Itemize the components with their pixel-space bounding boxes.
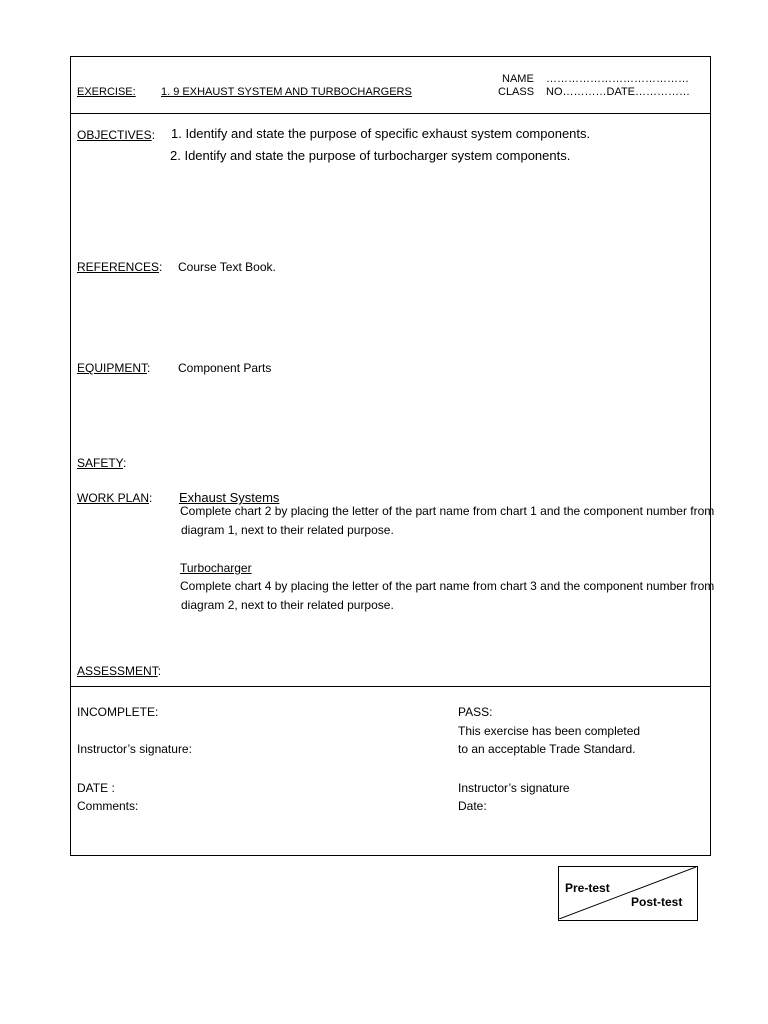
class-label: CLASS [498, 86, 535, 98]
incomplete-label: INCOMPLETE: [77, 705, 159, 719]
turbo-instruction-line-2: diagram 2, next to their related purpose. [181, 598, 394, 612]
assessment-label: ASSESSMENT [77, 664, 158, 678]
objective-2: 2. Identify and state the purpose of turbocharger system components. [170, 148, 571, 163]
equipment-value: Component Parts [178, 361, 272, 375]
exercise-title: 1. 9 EXHAUST SYSTEM AND TURBOCHARGERS [161, 86, 412, 98]
pre-post-test-box [558, 866, 698, 921]
date-left-label: DATE : [77, 781, 115, 795]
no-date-blank: NO…………DATE…………… [546, 86, 691, 98]
equipment-label: EQUIPMENT [77, 361, 148, 375]
post-test-label: Post-test [631, 895, 683, 909]
instructor-signature-left: Instructor’s signature: [77, 742, 192, 756]
assessment-divider [70, 686, 711, 687]
turbo-instruction-line-1: Complete chart 4 by placing the letter of the part name from chart 3 and the component number from [180, 579, 715, 593]
instructor-signature-right: Instructor’s signature [458, 781, 570, 795]
work-plan-heading [77, 491, 152, 505]
references-colon: : [159, 260, 163, 274]
references-label: REFERENCES [77, 260, 160, 274]
objectives-heading [77, 128, 155, 142]
exhaust-systems-heading: Exhaust Systems [179, 490, 280, 505]
assessment-heading [77, 664, 161, 678]
references-heading [77, 260, 162, 274]
assessment-colon: : [157, 664, 162, 678]
safety-heading [77, 456, 126, 470]
pass-statement-line-2: to an acceptable Trade Standard. [458, 742, 636, 756]
objectives-colon: : [151, 128, 156, 142]
name-label: NAME [502, 73, 534, 85]
work-plan-label: WORK PLAN [77, 491, 150, 505]
comments-label: Comments: [77, 799, 139, 813]
safety-label: SAFETY [77, 456, 124, 470]
name-blank: ………………………………… [546, 73, 689, 85]
objective-1: 1. Identify and state the purpose of specific exhaust system components. [171, 126, 591, 141]
equipment-colon: : [147, 361, 151, 375]
exercise-label: EXERCISE: [77, 86, 136, 98]
header-divider [70, 113, 711, 114]
pre-test-label: Pre-test [565, 881, 610, 895]
exhaust-instruction-line-1: Complete chart 2 by placing the letter of the part name from chart 1 and the component number from [180, 504, 715, 518]
turbocharger-heading: Turbocharger [180, 561, 252, 575]
work-plan-colon: : [149, 491, 153, 505]
pass-statement-line-1: This exercise has been completed [458, 724, 641, 738]
references-value: Course Text Book. [178, 260, 276, 274]
pass-label: PASS: [458, 705, 493, 719]
safety-colon: : [123, 456, 127, 470]
date-right-label: Date: [458, 799, 487, 813]
exhaust-instruction-line-2: diagram 1, next to their related purpose. [181, 523, 394, 537]
equipment-heading [77, 361, 150, 375]
objectives-label: OBJECTIVES [77, 128, 152, 142]
